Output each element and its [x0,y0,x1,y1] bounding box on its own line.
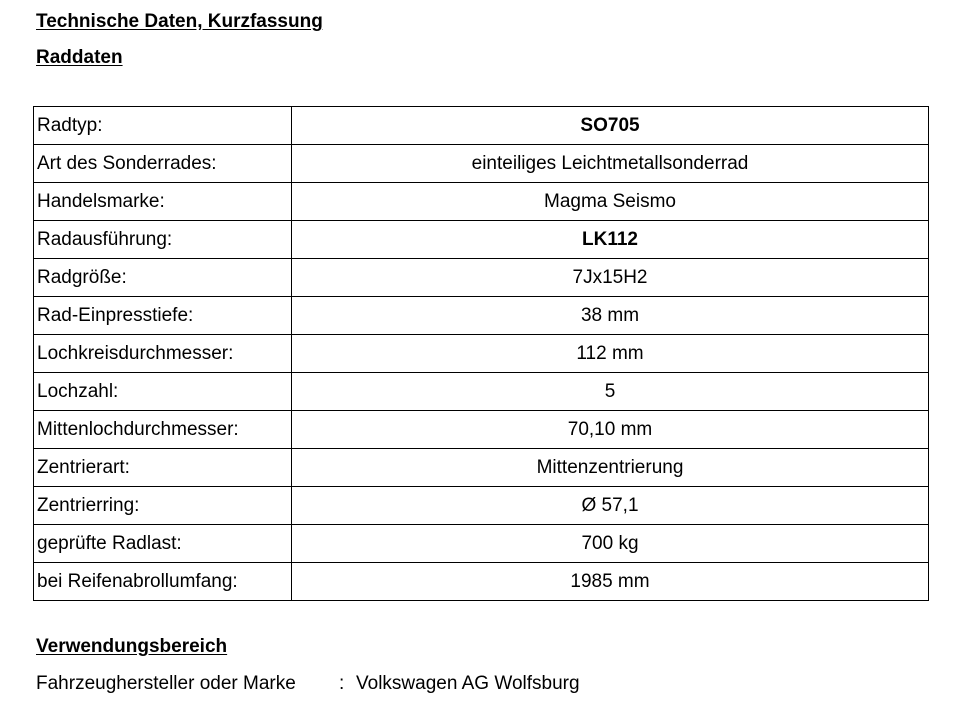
spec-label: Radausführung: [34,221,292,259]
spec-value: Mittenzentrierung [292,449,929,487]
section-heading-raddaten: Raddaten [36,47,123,68]
spec-label: Radtyp: [34,107,292,145]
spec-value: 38 mm [292,297,929,335]
table-row [34,487,929,525]
table-row [34,525,929,563]
table-row [34,563,929,601]
spec-value: Ø 57,1 [292,487,929,525]
spec-label: Zentrierart: [34,449,292,487]
spec-value: LK112 [292,221,929,259]
table-row [34,259,929,297]
spec-label: Mittenlochdurchmesser: [34,411,292,449]
spec-value: 700 kg [292,525,929,563]
spec-label: Rad-Einpresstiefe: [34,297,292,335]
table-row [34,411,929,449]
table-row [34,373,929,411]
spec-value: 5 [292,373,929,411]
spec-label: Radgröße: [34,259,292,297]
spec-label: Handelsmarke: [34,183,292,221]
spec-label: Lochzahl: [34,373,292,411]
table-row [34,221,929,259]
usage-value: Volkswagen AG Wolfsburg [356,673,580,694]
spec-value: 7Jx15H2 [292,259,929,297]
table-row [34,449,929,487]
spec-value: einteiliges Leichtmetallsonderrad [292,145,929,183]
table-row [34,335,929,373]
table-row [34,145,929,183]
spec-value: 1985 mm [292,563,929,601]
table-row [34,297,929,335]
spec-value: Magma Seismo [292,183,929,221]
spec-label: geprüfte Radlast: [34,525,292,563]
spec-value: 70,10 mm [292,411,929,449]
spec-label: bei Reifenabrollumfang: [34,563,292,601]
usage-manufacturer-line [36,673,580,695]
table-row [34,183,929,221]
spec-label: Art des Sonderrades: [34,145,292,183]
section-heading-verwendungsbereich: Verwendungsbereich [36,636,228,657]
spec-label: Zentrierring: [34,487,292,525]
wheel-specs-table [33,106,929,601]
usage-key: Fahrzeughersteller oder Marke [36,673,296,694]
spec-value: SO705 [292,107,929,145]
document-title: Technische Daten, Kurzfassung [36,11,323,32]
table-row [34,107,929,145]
usage-separator: : [339,673,345,694]
wheel-specs-body [34,107,929,601]
spec-value: 112 mm [292,335,929,373]
spec-label: Lochkreisdurchmesser: [34,335,292,373]
